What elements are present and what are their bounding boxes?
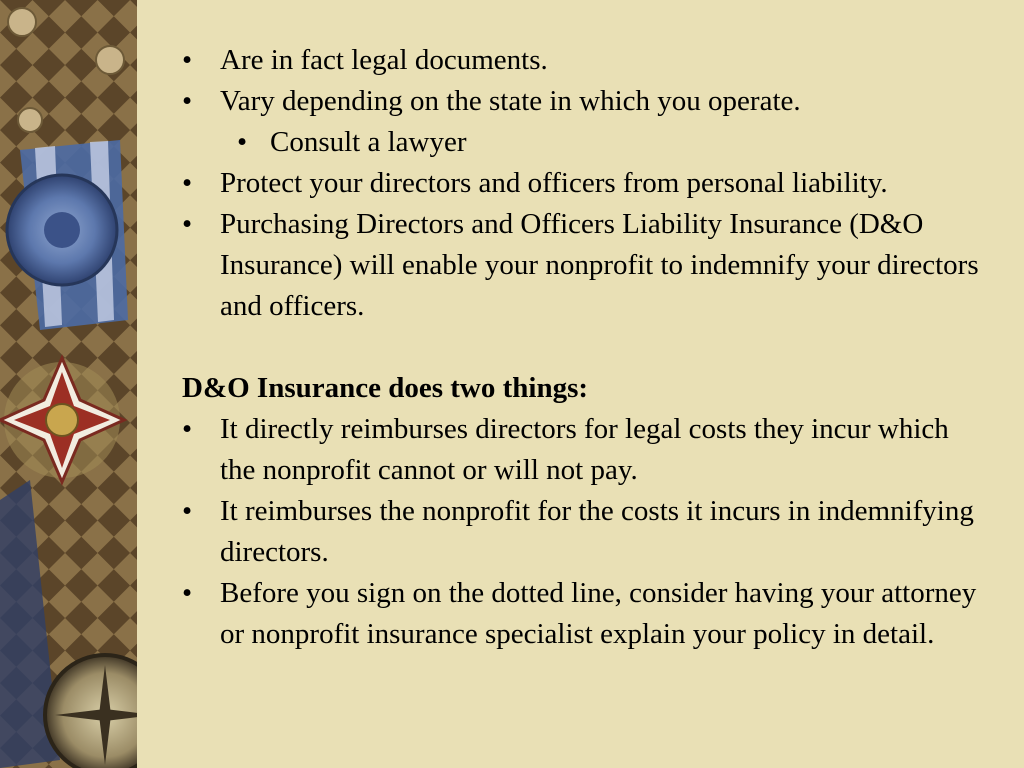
sub-list-item — [182, 122, 982, 163]
list-item — [182, 81, 982, 122]
list-item — [182, 491, 982, 573]
decorative-medal-image — [0, 0, 137, 768]
slide-content — [182, 40, 982, 655]
bullet-marker: • — [182, 495, 193, 527]
bullet-marker: • — [182, 577, 193, 609]
list-item-text: Vary depending on the state in which you operate. — [220, 85, 801, 117]
bullet-marker: • — [182, 167, 193, 199]
bullet-marker: • — [237, 126, 248, 158]
list-item-text: Are in fact legal documents. — [220, 44, 548, 76]
list-item-text: It directly reimburses directors for legal costs they incur which the nonprofit cannot or will not pay. — [220, 413, 949, 486]
section-heading: D&O Insurance does two things: — [182, 372, 589, 404]
list-item — [182, 40, 982, 81]
list-item — [182, 163, 982, 204]
bullet-marker: • — [182, 85, 193, 117]
bullet-marker: • — [182, 44, 193, 76]
list-item-text: Purchasing Directors and Officers Liability Insurance (D&O Insurance) will enable your nonprofit to indemnify your directors and officers. — [220, 208, 979, 322]
bullet-marker: • — [182, 208, 193, 240]
list-item — [182, 409, 982, 491]
spacer — [182, 327, 982, 368]
list-item-text: Consult a lawyer — [270, 126, 467, 158]
list-item — [182, 573, 982, 655]
bullet-marker: • — [182, 413, 193, 445]
list-item-text: Protect your directors and officers from personal liability. — [220, 167, 888, 199]
list-item-text: Before you sign on the dotted line, consider having your attorney or nonprofit insurance specialist explain your policy in detail. — [220, 577, 977, 650]
list-item-text: It reimburses the nonprofit for the costs it incurs in indemnifying directors. — [220, 495, 974, 568]
list-item — [182, 204, 982, 327]
medal-illustration — [0, 0, 137, 768]
